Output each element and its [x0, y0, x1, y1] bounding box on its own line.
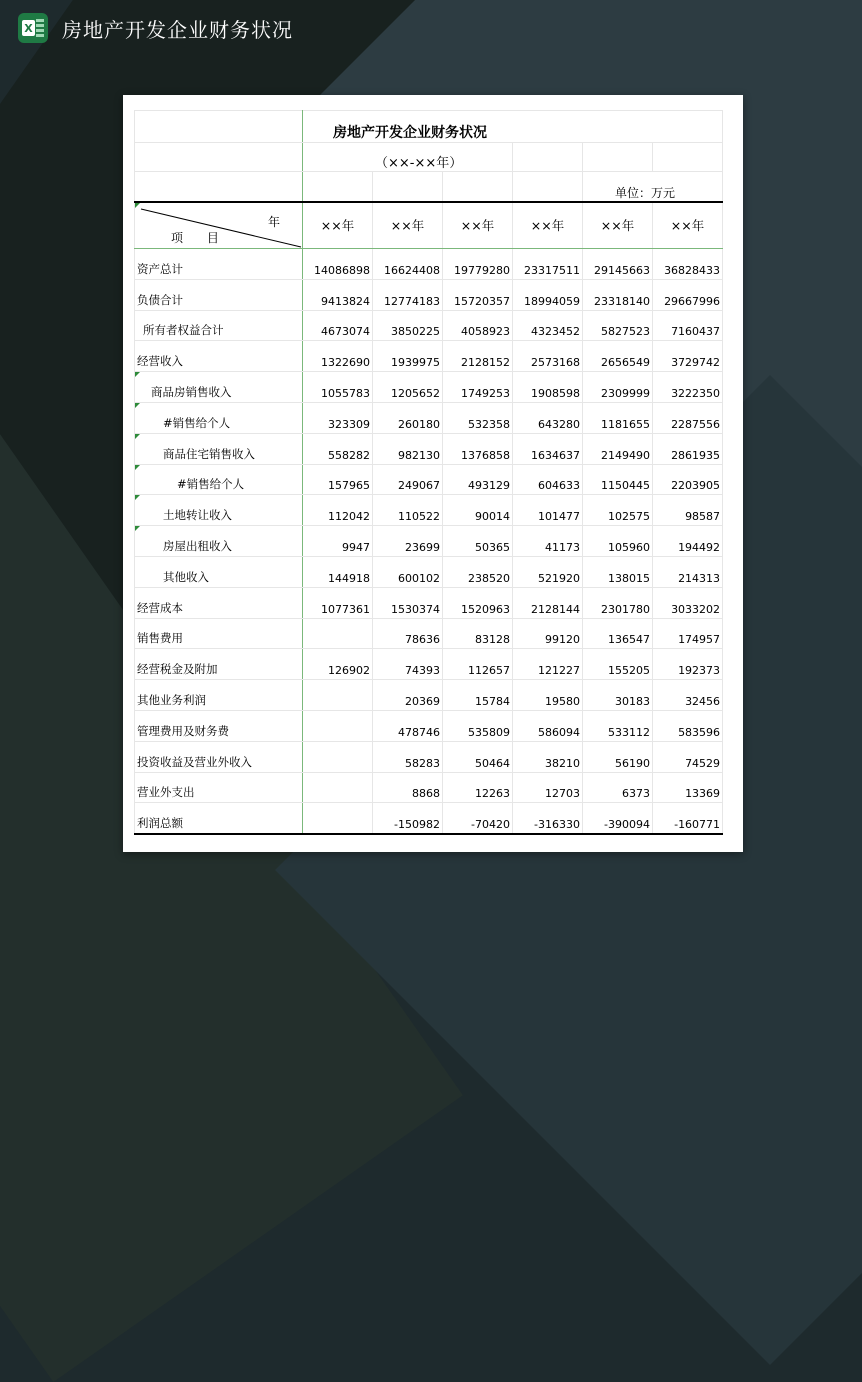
cell-value: 1749253 [443, 372, 513, 403]
cell-value: -70420 [443, 803, 513, 834]
table-row [135, 803, 723, 834]
table-row [135, 464, 723, 495]
cell-value: 15720357 [443, 279, 513, 310]
cell-value: 112657 [443, 649, 513, 680]
cell-value: 144918 [303, 556, 373, 587]
year-header: ××年 [583, 202, 653, 249]
cell-value: 2656549 [583, 341, 653, 372]
table-row [135, 680, 723, 711]
cell-value: 604633 [513, 464, 583, 495]
cell-value: 9413824 [303, 279, 373, 310]
cell-value: 14086898 [303, 249, 373, 280]
cell-value: 99120 [513, 618, 583, 649]
cell-value: 1520963 [443, 587, 513, 618]
cell-value: 532358 [443, 402, 513, 433]
row-label: 管理费用及财务费 [135, 710, 303, 741]
cell-value [303, 710, 373, 741]
table-row [135, 249, 723, 280]
cell-value: 586094 [513, 710, 583, 741]
cell-value: -160771 [653, 803, 723, 834]
sheet-title: 房地产开发企业财务状况 [303, 111, 723, 143]
cell-value: 2128144 [513, 587, 583, 618]
row-label: 土地转让收入 [135, 495, 303, 526]
table-row [135, 279, 723, 310]
cell-value: 110522 [373, 495, 443, 526]
cell-value: 249067 [373, 464, 443, 495]
cell-value: 16624408 [373, 249, 443, 280]
cell-value: 4673074 [303, 310, 373, 341]
cell-value: 533112 [583, 710, 653, 741]
cell-value: 2203905 [653, 464, 723, 495]
row-label: 其他业务利润 [135, 680, 303, 711]
row-label: 利润总额 [135, 803, 303, 834]
cell-value: 2861935 [653, 433, 723, 464]
cell-value: 58283 [373, 741, 443, 772]
cell-value: -316330 [513, 803, 583, 834]
cell-value: 2573168 [513, 341, 583, 372]
row-label: 资产总计 [135, 249, 303, 280]
cell-value: 90014 [443, 495, 513, 526]
cell-value: 29667996 [653, 279, 723, 310]
table-row [135, 710, 723, 741]
cell-value: 238520 [443, 556, 513, 587]
cell-value: 19580 [513, 680, 583, 711]
cell-value: 3729742 [653, 341, 723, 372]
cell-value: 29145663 [583, 249, 653, 280]
cell-value: 23317511 [513, 249, 583, 280]
cell-value [303, 618, 373, 649]
cell-value: 2287556 [653, 402, 723, 433]
row-label: 销售费用 [135, 618, 303, 649]
cell-value: 12703 [513, 772, 583, 803]
cell-value: 12774183 [373, 279, 443, 310]
spreadsheet-preview [123, 95, 743, 852]
cell-value: 5827523 [583, 310, 653, 341]
row-label: 房屋出租收入 [135, 526, 303, 557]
corner-header [135, 202, 303, 249]
cell-value: 3033202 [653, 587, 723, 618]
cell-value: 323309 [303, 402, 373, 433]
row-label: #销售给个人 [135, 402, 303, 433]
cell-value: -150982 [373, 803, 443, 834]
row-label: 其他收入 [135, 556, 303, 587]
cell-value: 4323452 [513, 310, 583, 341]
excel-icon: X [18, 13, 48, 43]
row-label: 商品房销售收入 [135, 372, 303, 403]
cell-value: 1055783 [303, 372, 373, 403]
row-label: 经营收入 [135, 341, 303, 372]
cell-value: 600102 [373, 556, 443, 587]
row-label: 经营税金及附加 [135, 649, 303, 680]
cell-value: 1939975 [373, 341, 443, 372]
cell-value: 41173 [513, 526, 583, 557]
table-row [135, 341, 723, 372]
top-bar [0, 0, 862, 56]
cell-value: 521920 [513, 556, 583, 587]
cell-value: 13369 [653, 772, 723, 803]
cell-value: -390094 [583, 803, 653, 834]
row-label: 商品住宅销售收入 [135, 433, 303, 464]
corner-item-label: 项 目 [171, 231, 229, 245]
cell-value: 260180 [373, 402, 443, 433]
row-label: 投资收益及营业外收入 [135, 741, 303, 772]
cell-value: 2309999 [583, 372, 653, 403]
cell-value: 1634637 [513, 433, 583, 464]
cell-value: 155205 [583, 649, 653, 680]
cell-value: 23699 [373, 526, 443, 557]
row-label: 负债合计 [135, 279, 303, 310]
cell-value: 19779280 [443, 249, 513, 280]
table-row [135, 433, 723, 464]
cell-value: 1205652 [373, 372, 443, 403]
cell-value: 50464 [443, 741, 513, 772]
sheet-subtitle: （××-××年） [303, 143, 513, 172]
cell-value: 8868 [373, 772, 443, 803]
table-row [135, 372, 723, 403]
table-row [135, 402, 723, 433]
table-row [135, 495, 723, 526]
cell-value: 121227 [513, 649, 583, 680]
table-row [135, 587, 723, 618]
cell-value: 1376858 [443, 433, 513, 464]
cell-value: 74393 [373, 649, 443, 680]
cell-value: 30183 [583, 680, 653, 711]
cell-value: 478746 [373, 710, 443, 741]
cell-value: 9947 [303, 526, 373, 557]
cell-value [303, 680, 373, 711]
cell-value: 12263 [443, 772, 513, 803]
cell-value: 583596 [653, 710, 723, 741]
cell-value: 493129 [443, 464, 513, 495]
year-header: ××年 [303, 202, 373, 249]
cell-value: 1181655 [583, 402, 653, 433]
cell-value: 136547 [583, 618, 653, 649]
cell-value: 83128 [443, 618, 513, 649]
cell-value: 74529 [653, 741, 723, 772]
cell-value: 174957 [653, 618, 723, 649]
cell-value: 982130 [373, 433, 443, 464]
cell-value: 78636 [373, 618, 443, 649]
cell-value: 20369 [373, 680, 443, 711]
cell-value: 194492 [653, 526, 723, 557]
cell-value: 126902 [303, 649, 373, 680]
row-label: 经营成本 [135, 587, 303, 618]
cell-value: 1077361 [303, 587, 373, 618]
cell-value: 1908598 [513, 372, 583, 403]
cell-value: 2149490 [583, 433, 653, 464]
year-header: ××年 [373, 202, 443, 249]
row-label: #销售给个人 [135, 464, 303, 495]
table-row [135, 618, 723, 649]
cell-value: 23318140 [583, 279, 653, 310]
cell-value: 38210 [513, 741, 583, 772]
cell-value: 3850225 [373, 310, 443, 341]
row-label: 营业外支出 [135, 772, 303, 803]
cell-value: 214313 [653, 556, 723, 587]
cell-value: 102575 [583, 495, 653, 526]
unit-label: 单位：万元 [583, 172, 723, 202]
page-title: 房地产开发企业财务状况 [62, 17, 293, 42]
cell-value [303, 772, 373, 803]
cell-value: 1322690 [303, 341, 373, 372]
cell-value: 98587 [653, 495, 723, 526]
table-row [135, 310, 723, 341]
cell-value: 6373 [583, 772, 653, 803]
cell-value: 1530374 [373, 587, 443, 618]
year-header: ××年 [443, 202, 513, 249]
cell-value: 50365 [443, 526, 513, 557]
cell-value: 2128152 [443, 341, 513, 372]
cell-value: 558282 [303, 433, 373, 464]
cell-value [303, 741, 373, 772]
cell-value: 157965 [303, 464, 373, 495]
table-row [135, 741, 723, 772]
cell-value: 105960 [583, 526, 653, 557]
row-label: 所有者权益合计 [135, 310, 303, 341]
table-row [135, 772, 723, 803]
table-row [135, 526, 723, 557]
cell-value: 18994059 [513, 279, 583, 310]
cell-value: 192373 [653, 649, 723, 680]
cell-value: 7160437 [653, 310, 723, 341]
year-header: ××年 [653, 202, 723, 249]
cell-value: 3222350 [653, 372, 723, 403]
cell-value: 535809 [443, 710, 513, 741]
cell-value: 32456 [653, 680, 723, 711]
cell-value: 112042 [303, 495, 373, 526]
cell-value: 1150445 [583, 464, 653, 495]
cell-value: 15784 [443, 680, 513, 711]
table-row [135, 649, 723, 680]
table-row [135, 556, 723, 587]
cell-value: 4058923 [443, 310, 513, 341]
cell-value: 138015 [583, 556, 653, 587]
cell-value: 36828433 [653, 249, 723, 280]
cell-value: 56190 [583, 741, 653, 772]
cell-value: 2301780 [583, 587, 653, 618]
cell-value: 643280 [513, 402, 583, 433]
finance-table [134, 110, 723, 835]
cell-value [303, 803, 373, 834]
year-header: ××年 [513, 202, 583, 249]
corner-year-label: 年 [267, 214, 280, 229]
cell-value: 101477 [513, 495, 583, 526]
